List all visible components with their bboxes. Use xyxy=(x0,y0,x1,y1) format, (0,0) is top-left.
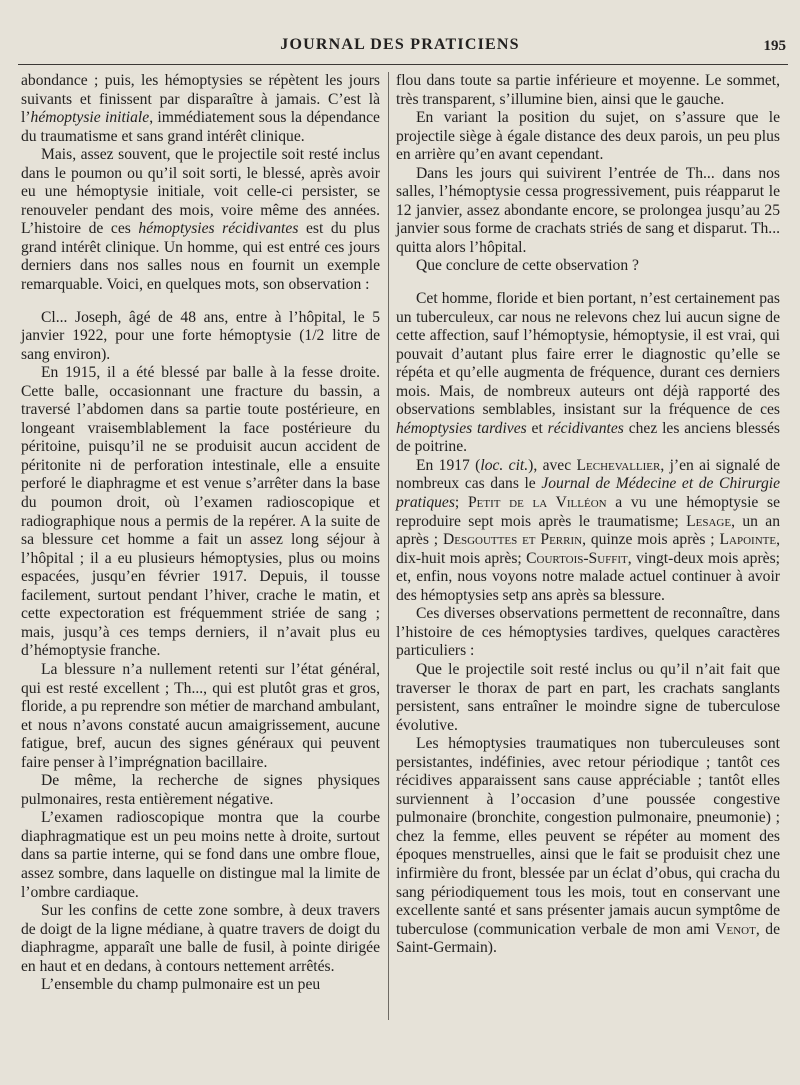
paragraph: L’examen radioscopique montra que la courbe diaphragmatique est un peu moins nette à droite, surtout dans sa partie interne, qui se fond dans une ombre floue, assez sombre, dans laquelle on distingue mal la limite de l’ombre cardiaque. xyxy=(21,809,380,901)
header-rule xyxy=(18,64,788,65)
paragraph: Cl... Joseph, âgé de 48 ans, entre à l’hôpital, le 5 janvier 1922, pour une forte hémoptysie (1/2 litre de sang environ). xyxy=(21,308,380,363)
paragraph: Que conclure de cette observation ? xyxy=(416,257,639,275)
paragraph: Les hémoptysies traumatiques non tuberculeuses sont persistantes, indéfinies, avec retour périodique ; tantôt ces récidives apparaissent sans cause appréciable ; tantôt elles surviennent à l’occasion d’une poussée congestive pulmonaire (bronchite, congestion pulmonaire, pneumonie) ; chez la femme, elles peuvent se répéter au moment des époques menstruelles, ainsi que le fait se produisit chez une infirmière du front, blessée par un éclat d’obus, qui cracha du sang périodiquement tous les mois, tout en conservant une excellente santé et sans présenter jamais aucun symptôme de tuberculose (communication verbale de mon ami Venot, de Saint-Germain). xyxy=(396,735,780,957)
right-column xyxy=(396,72,780,958)
journal-title: JOURNAL DES PRATICIENS xyxy=(280,36,520,53)
paragraph: En 1917 (loc. cit.), avec Lechevallier, j’en ai signalé de nombreux cas dans le Journal de Médecine et de Chirurgie pratiques; Petit de la Villéon a vu une hémoptysie se reproduire sept mois après le traumatisme; Lesage, un an après ; Desgouttes et Perrin, quinze mois après ; Lapointe, dix-huit mois après; Courtois-Suffit, vingt-deux mois après; et, enfin, nous voyons notre malade actuel continuer à avoir des hémoptysies setp ans après sa blessure. xyxy=(396,456,781,604)
paragraph: Sur les confins de cette zone sombre, à deux travers de doigt de la ligne médiane, à quatre travers de doigt du diaphragme, apparaît une balle de fusil, à pointe dirigée en haut et en dedans, à contours nettement arrêtés. xyxy=(21,902,380,975)
paragraph: Ces diverses observations permettent de reconnaître, dans l’histoire de ces hémoptysies tardives, quelques caractères particuliers : xyxy=(396,605,780,660)
paragraph: En variant la position du sujet, on s’assure que le projectile siège à égale distance des deux parois, un peu plus en arrière qu’en avant cependant. xyxy=(396,109,780,164)
paragraph: La blessure n’a nullement retenti sur l’état général, qui est resté excellent ; Th..., qui est plutôt gras et gros, floride, a pu reprendre son métier de marchand ambulant, et nous n’avons constaté aucun amaigrissement, aucune fatigue, bref, aucun des signes généraux qui peuvent faire penser à l’imprégnation bacillaire. xyxy=(21,660,380,771)
paragraph: Dans les jours qui suivirent l’entrée de Th... dans nos salles, l’hémoptysie cessa progressivement, puis réapparut le 12 janvier, assez abondante encore, se prolongea jusqu’au 25 janvier sous forme de crachats striés de sang et disparut. Th... quitta alors l’hôpital. xyxy=(396,164,780,256)
paragraph: En 1915, il a été blessé par balle à la fesse droite. Cette balle, occasionnant une fracture du bassin, a traversé l’abdomen dans sa partie toute postérieure, en longeant vraisemblablement la face postérieure du péritoine, puisqu’il ne se produisit aucun accident de péritonite ni de perforation intestinale, elle a ensuite perforé le diaphragme et est venue s’arrêter dans la base du poumon droit, où l’examen radioscopique et radiographique nous a permis de la repérer. A la suite de sa blessure cet homme a fait un assez long séjour à l’hôpital ; il a eu plusieurs hémoptysies, plus ou moins espacées, jusqu’en février 1917. Depuis, il tousse facilement, surtout pendant l’hiver, crache le matin, et cette expectoration est fréquemment striée de sang ; mais, jusqu’à ces temps derniers, il n’avait plus eu d’hémoptysie franche. xyxy=(21,364,380,660)
left-column xyxy=(21,72,380,995)
running-header xyxy=(0,28,800,60)
page-number: 195 xyxy=(763,38,786,54)
paragraph: De même, la recherche de signes physiques pulmonaires, resta entièrement négative. xyxy=(21,772,380,808)
paragraph: abondance ; puis, les hémoptysies se répètent les jours suivants et finissent par disparaître à jamais. C’est là l’hémoptysie initiale, immédiatement sous la dépendance du traumatisme et sans grand intérêt clinique. xyxy=(21,72,380,145)
paragraph: L’ensemble du champ pulmonaire est un peu xyxy=(41,976,321,994)
paragraph: flou dans toute sa partie inférieure et moyenne. Le sommet, très transparent, s’illumine bien, ainsi que le gauche. xyxy=(396,72,780,108)
paragraph: Cet homme, floride et bien portant, n’est certainement pas un tuberculeux, car nous ne relevons chez lui aucun signe de cette affection, sauf l’hémoptysie, hémoptysie, il est vrai, qui pouvait d’autant plus faire errer le diagnostic qu’elle se répéta et qu’elle augmenta de fréquence, durant ces derniers mois. Mais, de nombreux auteurs ont déjà rapporté des observations semblables, insistant sur la fréquence de ces hémoptysies tardives et récidivantes chez les anciens blessés de poitrine. xyxy=(396,290,780,456)
column-divider xyxy=(388,72,389,1020)
paragraph: Que le projectile soit resté inclus ou qu’il n’ait fait que traverser le thorax de part en part, les crachats sanglants persistent, sans entraîner le moindre signe de tuberculose évolutive. xyxy=(396,660,780,734)
paragraph: Mais, assez souvent, que le projectile soit resté inclus dans le poumon ou qu’il soit sorti, le blessé, après avoir eu une hémoptysie initiale, voit celle-ci persister, se renouveler pendant des mois, voire même des années. L’histoire de ces hémoptysies récidivantes est du plus grand intérêt clinique. Un homme, qui est entré ces jours derniers dans nos salles nous en fournit un exemple remarquable. Voici, en quelques mots, son observation : xyxy=(21,146,380,294)
